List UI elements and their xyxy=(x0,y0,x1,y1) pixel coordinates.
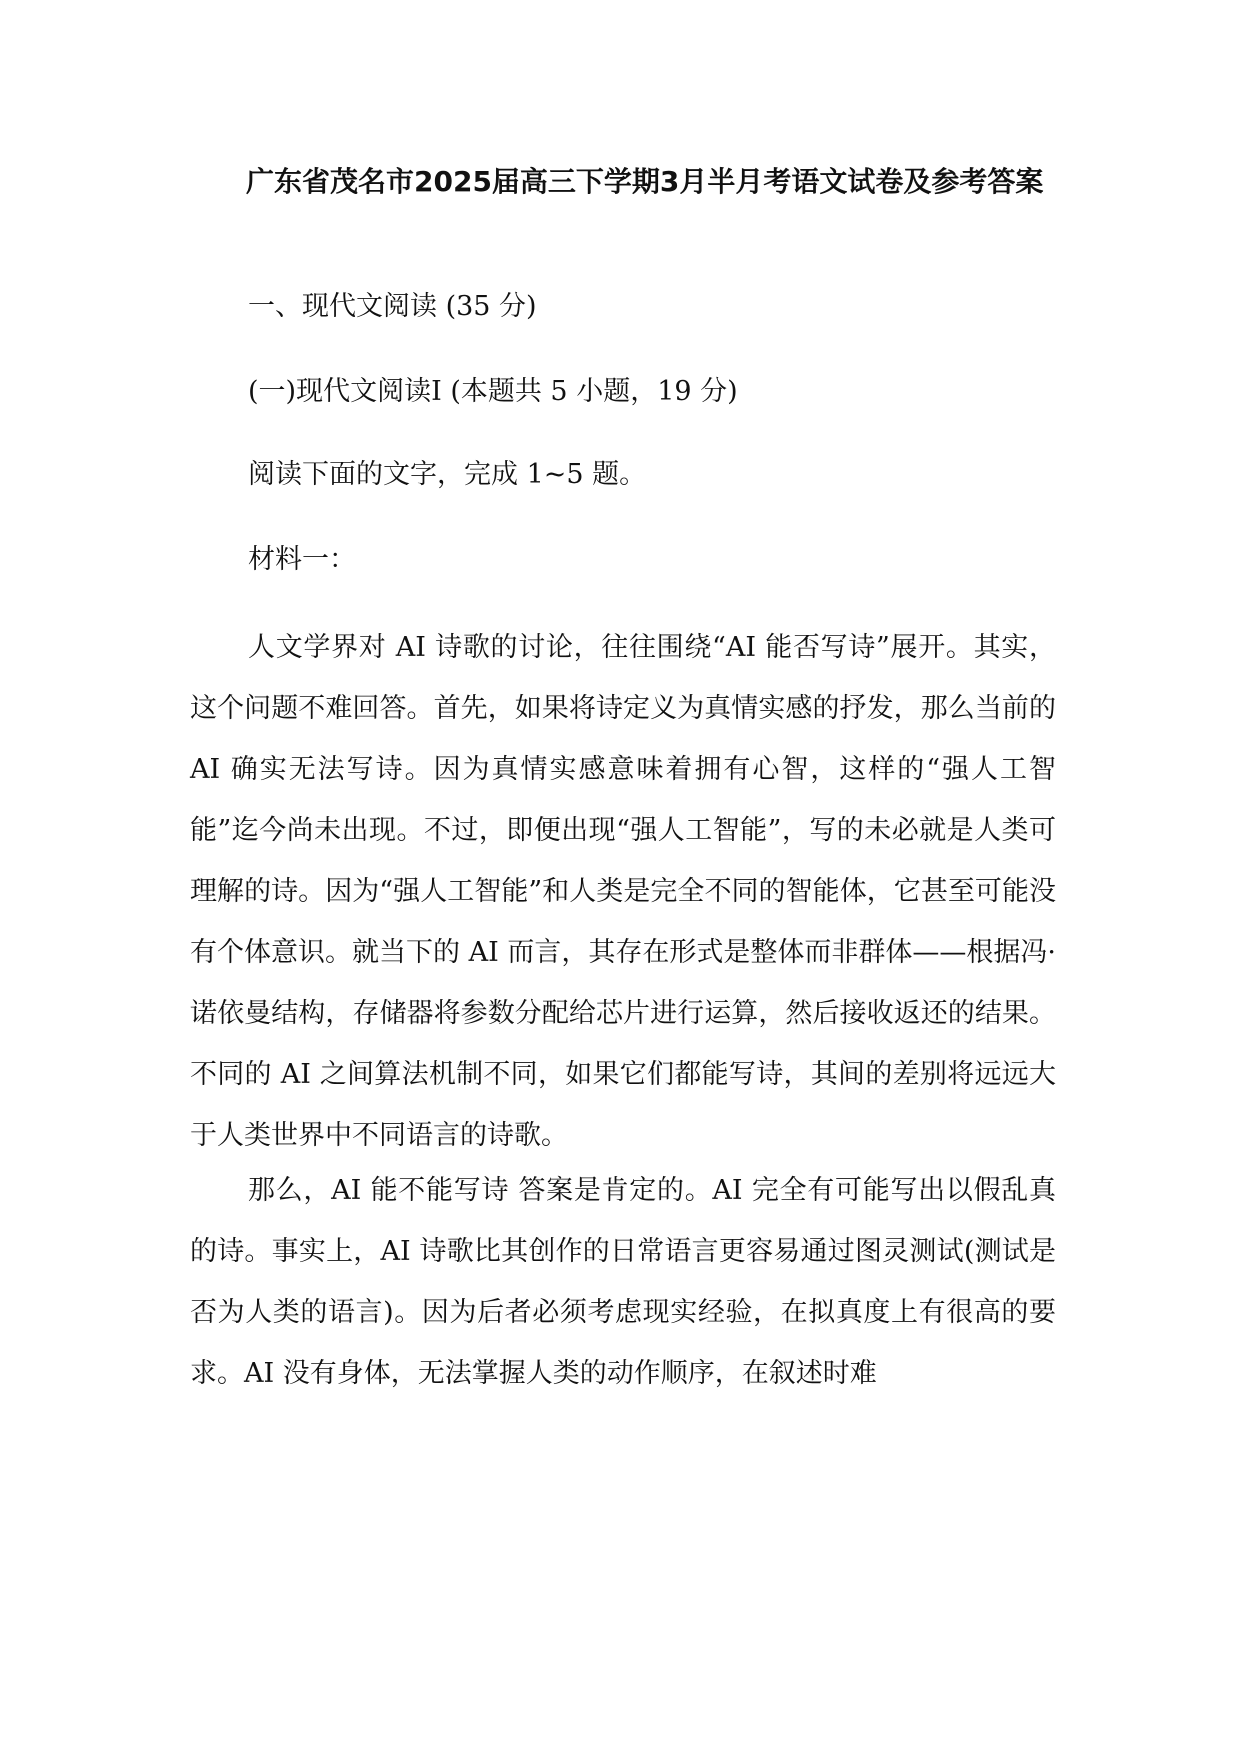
paragraph-1: 人文学界对 AI 诗歌的讨论，往往围绕“AI 能否写诗”展开。其实，这个问题不难回答。首先，如果将诗定义为真情实感的抒发，那么当前的 AI 确实无法写诗。因为真情实感意味着拥有心智，这样的“强人工智能”迄今尚未出现。不过，即便出现“强人工智能”，写的未必就是人类可理解的诗。因为“强人工智能”和人类是完全不同的智能体，它甚至可能没有个体意识。就当下的 AI 而言，其存在形式是整体而非群体——根据冯·诺依曼结构，存储器将参数分配给芯片进行运算，然后接收返还的结果。不同的 AI 之间算法机制不同，如果它们都能写诗，其间的差别将远远大于人类世界中不同语言的诗歌。 xyxy=(190,632,1056,1151)
material-label: 材料一： xyxy=(248,544,356,575)
reading-instruction: 阅读下面的文字，完成 1~5 题。 xyxy=(248,459,647,490)
paragraph-2: 那么，AI 能不能写诗 答案是肯定的。AI 完全有可能写出以假乱真的诗。事实上，AI 诗歌比其创作的日常语言更容易通过图灵测试(测试是否为人类的语言)。因为后者必须考虑现实经验，在拟真度上有很高的要求。AI 没有身体，无法掌握人类的动作顺序，在叙述时难 xyxy=(190,1175,1056,1389)
subsection-heading: (一)现代文阅读Ⅰ (本题共 5 小题，19 分) xyxy=(248,376,738,407)
document-title: 广东省茂名市2025届高三下学期3月半月考语文试卷及参考答案 xyxy=(246,165,1044,198)
section-heading: 一、现代文阅读 (35 分) xyxy=(248,291,537,322)
